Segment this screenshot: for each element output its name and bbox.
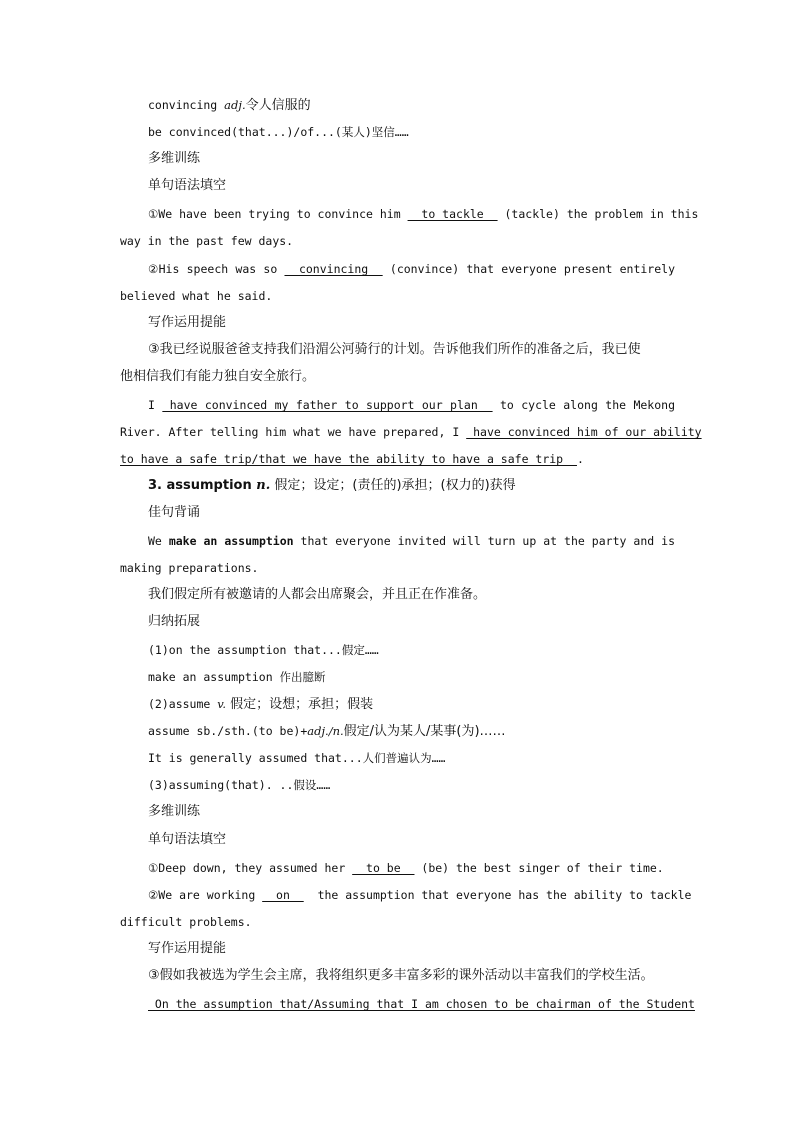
- text-line: [148, 968, 675, 984]
- line-text: way in the past few days.: [120, 234, 294, 248]
- answer-blank: On the assumption that/Assuming that I am chosen to be chairman of the Student: [148, 997, 695, 1011]
- line-text: ③假如我被选为学生会主席，我将组织更多丰富多彩的课外活动以丰富我们的学校生活。: [148, 968, 654, 983]
- answer-blank: on: [262, 888, 304, 902]
- text-line: [148, 124, 675, 140]
- text-line: [148, 97, 675, 114]
- answer-blank: to be: [352, 861, 415, 875]
- text-line: [148, 723, 675, 740]
- line-text: 假定/认为某人/某事(为)……: [343, 724, 506, 739]
- line-text: (tackle) the problem in this: [497, 207, 699, 221]
- heading-text: 写作运用提能: [148, 941, 227, 956]
- definition: 假定；设定；(责任的)承担；(权力的)获得: [270, 478, 516, 493]
- line-text: River. After telling him what we have prepared, I: [120, 425, 467, 439]
- line-text: difficult problems.: [120, 915, 252, 929]
- line-text: make an assumption 作出臆断: [148, 670, 326, 684]
- line-text: (be) the best singer of their time.: [414, 861, 664, 875]
- heading-text: 单句语法填空: [148, 832, 227, 847]
- line-text: 我们假定所有被邀请的人都会出席聚会，并且正在作准备。: [148, 587, 487, 602]
- answer-blank: to have a safe trip/that we have the ability to have a safe trip: [120, 452, 577, 466]
- answer-line: [148, 996, 695, 1012]
- text-line: [120, 914, 675, 930]
- line-text: .: [576, 452, 584, 466]
- line-text: 令人信服的: [245, 98, 311, 113]
- line-text: (3)assuming(that). ..假设……: [148, 778, 331, 792]
- text-line: [148, 696, 675, 713]
- entry-heading: [148, 478, 675, 494]
- line-text: We: [148, 534, 169, 548]
- line-text: ②His speech was so: [148, 262, 285, 276]
- line-text: It is generally assumed that...人们普遍认为……: [148, 751, 446, 765]
- answer-line: [120, 424, 702, 440]
- text-line: [120, 288, 675, 304]
- headword: 3. assumption: [148, 478, 257, 493]
- heading-text: 佳句背诵: [148, 505, 201, 520]
- line-text: ①We have been trying to convince him: [148, 207, 408, 221]
- pos-tag: n.: [256, 478, 271, 493]
- heading-text: 多维训练: [148, 151, 201, 166]
- line-text: assume sb./sth.(to be)+: [148, 724, 308, 738]
- translation-line: [148, 587, 675, 603]
- line-text: ③我已经说服爸爸支持我们沿湄公河骑行的计划。告诉他我们所作的准备之后，我已使: [148, 342, 641, 357]
- text-line: [120, 233, 675, 249]
- line-text: (convince) that everyone present entirely: [382, 262, 675, 276]
- answer-blank: convincing: [284, 262, 383, 276]
- line-text: 他相信我们有能力独自安全旅行。: [120, 369, 316, 384]
- line-text: convincing: [148, 98, 225, 112]
- line-text: making preparations.: [120, 561, 259, 575]
- line-text: (1)on the assumption that...假定……: [148, 643, 379, 657]
- answer-blank: to tackle: [407, 207, 498, 221]
- section-heading: [148, 832, 675, 848]
- line-text: I: [148, 398, 163, 412]
- section-heading: [148, 151, 675, 167]
- line-text: 假定；设想；承担；假装: [226, 697, 374, 712]
- pos-tag: adj./n.: [307, 724, 344, 738]
- section-heading: [148, 505, 675, 521]
- pos-tag: adj.: [224, 98, 246, 112]
- section-heading: [148, 941, 675, 957]
- heading-text: 单句语法填空: [148, 178, 227, 193]
- exercise-line: [148, 887, 692, 903]
- text-line: [148, 750, 675, 766]
- line-text: be convinced(that...)/of...(某人)坚信……: [148, 125, 409, 139]
- line-text: ②We are working: [148, 888, 263, 902]
- text-line: [148, 533, 675, 549]
- line-text: that everyone invited will turn up at the party and is: [293, 534, 675, 548]
- line-text: to cycle along the Mekong: [492, 398, 675, 412]
- line-text: believed what he said.: [120, 289, 273, 303]
- text-line: [148, 342, 675, 358]
- line-text: (2)assume: [148, 697, 218, 711]
- section-heading: [148, 315, 675, 331]
- section-heading: [148, 178, 675, 194]
- exercise-line: [148, 206, 699, 222]
- answer-line: [148, 397, 675, 413]
- line-text: ①Deep down, they assumed her: [148, 861, 353, 875]
- answer-blank: have convinced my father to support our plan: [162, 398, 493, 412]
- answer-blank: have convinced him of our ability: [466, 425, 702, 439]
- line-text: the assumption that everyone has the ability to tackle: [303, 888, 692, 902]
- answer-line: [120, 451, 675, 467]
- heading-text: 归纳拓展: [148, 614, 201, 629]
- heading-text: 多维训练: [148, 804, 201, 819]
- exercise-line: [148, 261, 675, 277]
- text-line: [120, 369, 675, 385]
- section-heading: [148, 804, 675, 820]
- heading-text: 写作运用提能: [148, 315, 227, 330]
- section-heading: [148, 614, 675, 630]
- text-line: [148, 777, 675, 793]
- text-line: [120, 560, 675, 576]
- key-phrase: make an assumption: [168, 534, 294, 548]
- text-line: [148, 642, 675, 658]
- pos-tag: v.: [217, 697, 227, 711]
- text-line: [148, 669, 675, 685]
- exercise-line: [148, 860, 675, 876]
